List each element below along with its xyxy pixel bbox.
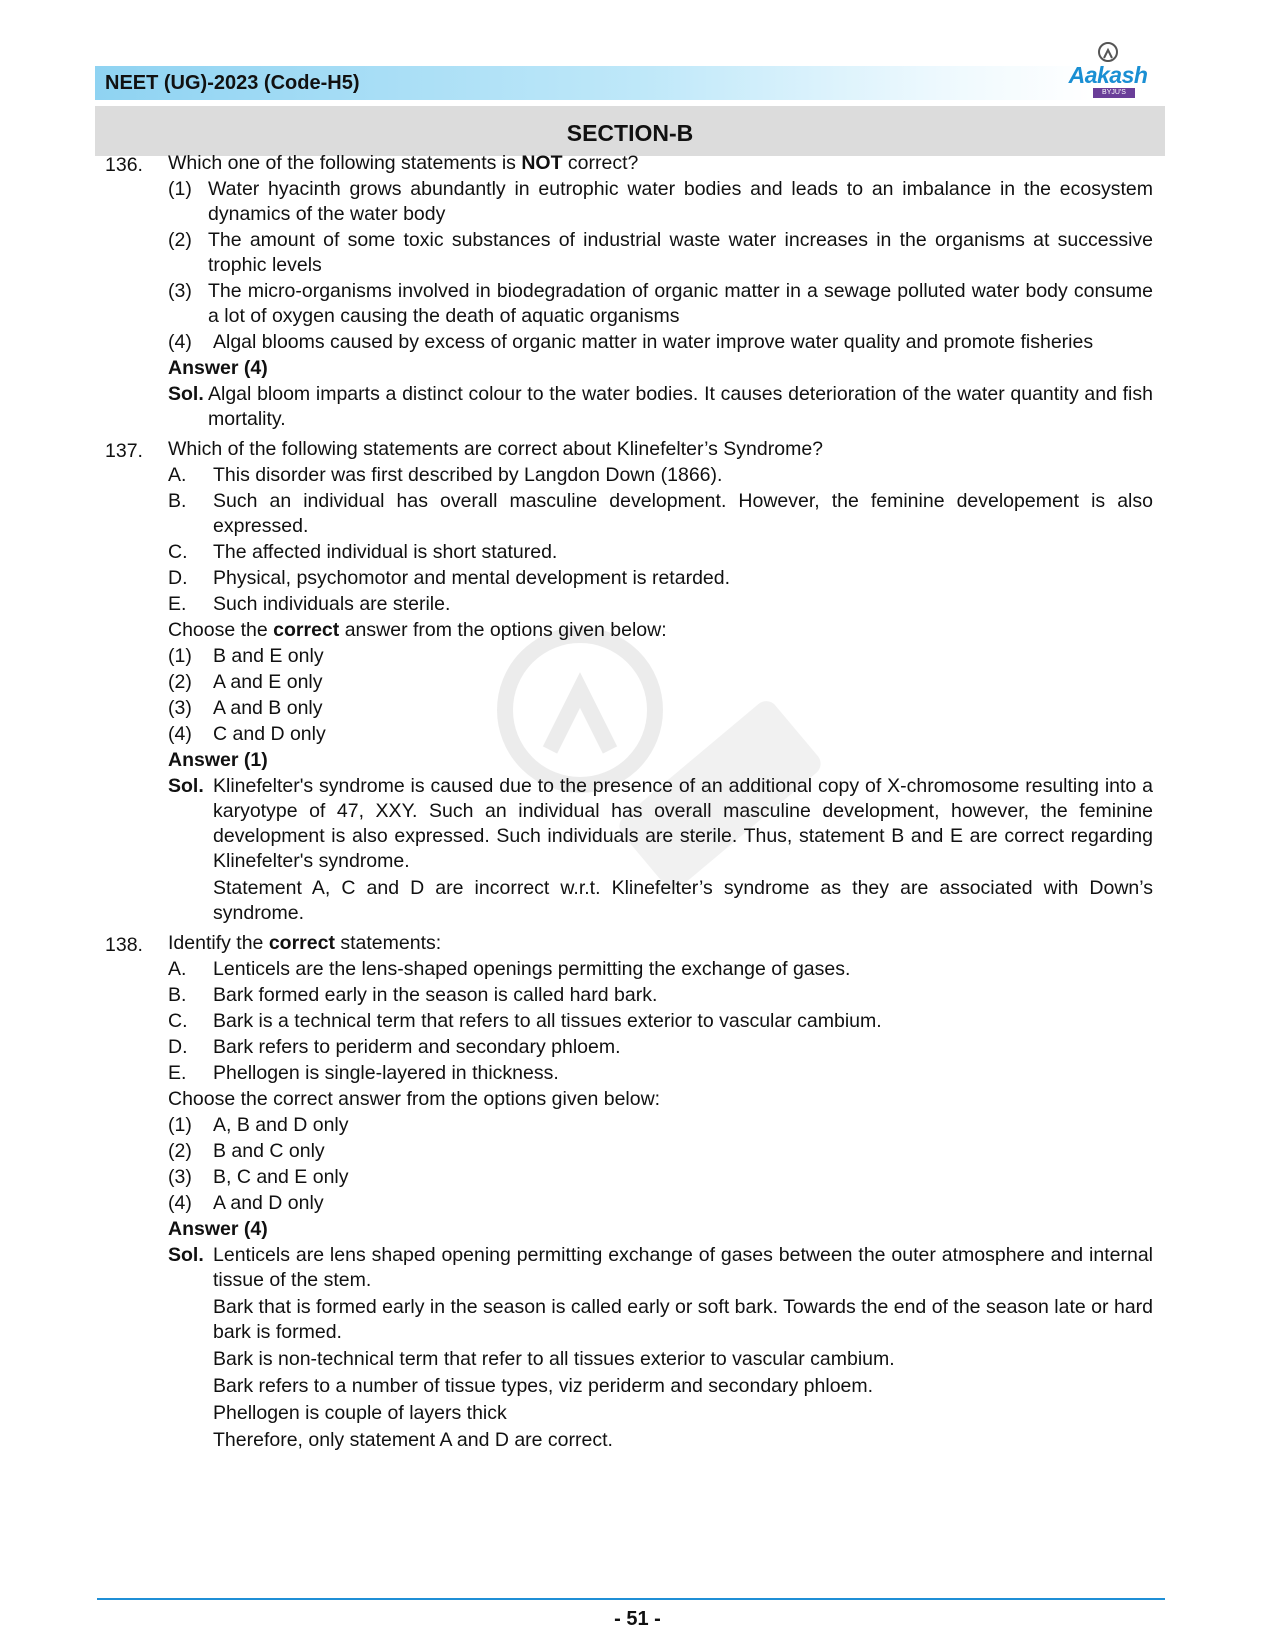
aakash-logo xyxy=(1063,40,1153,102)
option-3 xyxy=(168,695,1153,721)
option-label: (2) xyxy=(168,670,192,693)
question-number: 138. xyxy=(105,934,143,956)
stem-emphasis: NOT xyxy=(521,151,563,174)
solution-label: Sol. xyxy=(168,382,204,405)
option-text: The micro-organisms involved in biodegradation of organic matter in a sewage polluted water body consume a lot of oxygen causing the death of aquatic organisms xyxy=(208,279,1153,327)
option-2 xyxy=(168,1138,1153,1164)
option-label: (3) xyxy=(168,696,192,719)
statement-text: Bark is a technical term that refers to all tissues exterior to vascular cambium. xyxy=(213,1009,882,1032)
option-label: (1) xyxy=(168,1113,192,1136)
question-137 xyxy=(0,436,1153,928)
statement-d xyxy=(168,1034,1153,1060)
option-label: (4) xyxy=(168,722,192,745)
statement-c xyxy=(168,1008,1153,1034)
solution-text: Bark is non-technical term that refer to all tissues exterior to vascular cambium. xyxy=(213,1347,895,1370)
statement-label: B. xyxy=(168,983,187,1006)
option-label: (4) xyxy=(168,1191,192,1214)
statement-text: Phellogen is single-layered in thickness. xyxy=(213,1061,559,1084)
option-text: B, C and E only xyxy=(213,1165,349,1188)
solution-text: Statement A, C and D are incorrect w.r.t. Klinefelter’s syndrome as they are associated with Down’s syndrome. xyxy=(213,876,1153,924)
logo-emblem-icon xyxy=(1063,40,1153,64)
statement-text: Such individuals are sterile. xyxy=(213,592,451,615)
stem-text: statements: xyxy=(334,931,442,954)
instruction-text: Choose the xyxy=(168,618,274,641)
statement-text: This disorder was first described by Langdon Down (1866). xyxy=(213,463,723,486)
option-3 xyxy=(168,278,1153,329)
solution-text: Therefore, only statement A and D are correct. xyxy=(213,1428,613,1451)
page-number: - 51 - xyxy=(614,1608,661,1630)
option-text: A and D only xyxy=(213,1191,324,1214)
option-label: (2) xyxy=(168,1139,192,1162)
choose-instruction: Choose the correct answer from the options given below: xyxy=(168,1087,661,1110)
statement-label: B. xyxy=(168,489,187,512)
statement-e xyxy=(168,1060,1153,1086)
statement-b xyxy=(168,982,1153,1008)
option-label: (4) xyxy=(168,330,192,353)
statement-text: Such an individual has overall masculine development. However, the feminine developement is also expressed. xyxy=(213,489,1153,537)
question-number: 136. xyxy=(105,154,143,176)
answer-label: Answer (4) xyxy=(168,1217,268,1240)
statement-a xyxy=(168,956,1153,982)
option-2 xyxy=(168,227,1153,278)
option-text: Water hyacinth grows abundantly in eutrophic water bodies and leads to an imbalance in the ecosystem dynamics of the water body xyxy=(208,177,1153,225)
option-1 xyxy=(168,643,1153,669)
statement-label: D. xyxy=(168,566,188,589)
statement-e xyxy=(168,591,1153,617)
statement-label: E. xyxy=(168,592,187,615)
question-136 xyxy=(0,150,1153,434)
statement-b xyxy=(168,488,1153,539)
statement-label: C. xyxy=(168,540,188,563)
option-text: A, B and D only xyxy=(213,1113,349,1136)
choose-instruction xyxy=(168,617,1153,643)
document-content xyxy=(0,150,1275,1455)
statement-text: Bark refers to periderm and secondary phloem. xyxy=(213,1035,621,1058)
solution-text: Algal bloom imparts a distinct colour to the water bodies. It causes deterioration of the water quantity and fish mortality. xyxy=(208,382,1153,430)
option-4 xyxy=(168,1190,1153,1216)
option-4 xyxy=(168,329,1153,355)
question-stem xyxy=(168,930,1153,956)
option-text: A and B only xyxy=(213,696,323,719)
section-title: SECTION-B xyxy=(566,120,694,146)
option-4 xyxy=(168,721,1153,747)
instruction-emphasis: correct xyxy=(273,618,340,641)
option-label: (2) xyxy=(168,228,192,251)
answer-label: Answer (1) xyxy=(168,748,268,771)
solution xyxy=(168,1242,1153,1455)
statement-label: D. xyxy=(168,1035,188,1058)
option-label: (1) xyxy=(168,644,192,667)
solution-text: Klinefelter's syndrome is caused due to the presence of an additional copy of X-chromosome resulting into a karyotype of 47, XXY. Such an individual has overall masculine development, however, the feminine development is also expressed. Such individuals are sterile. Thus, statement B and E are correct regarding Klinefelter's syndrome. xyxy=(213,774,1153,872)
option-label: (3) xyxy=(168,1165,192,1188)
solution-text: Phellogen is couple of layers thick xyxy=(213,1401,507,1424)
option-1 xyxy=(168,1112,1153,1138)
statement-c xyxy=(168,539,1153,565)
option-3 xyxy=(168,1164,1153,1190)
stem-text: Which one of the following statements is xyxy=(168,151,522,174)
option-text: C and D only xyxy=(213,722,326,745)
option-label: (3) xyxy=(168,279,192,302)
option-text: B and C only xyxy=(213,1139,325,1162)
statement-label: A. xyxy=(168,463,187,486)
question-138 xyxy=(0,930,1153,1455)
option-text: The amount of some toxic substances of industrial waste water increases in the organisms at successive trophic levels xyxy=(208,228,1153,276)
statement-label: C. xyxy=(168,1009,188,1032)
option-2 xyxy=(168,669,1153,695)
stem-text: Identify the xyxy=(168,931,269,954)
statement-d xyxy=(168,565,1153,591)
question-stem: Which of the following statements are correct about Klinefelter’s Syndrome? xyxy=(168,437,824,460)
statement-label: E. xyxy=(168,1061,187,1084)
option-text: A and E only xyxy=(213,670,323,693)
option-label: (1) xyxy=(168,177,192,200)
answer-label: Answer (4) xyxy=(168,356,268,379)
solution-label: Sol. xyxy=(168,774,204,797)
option-text: Algal blooms caused by excess of organic matter in water improve water quality and promote fisheries xyxy=(213,330,1094,353)
solution-text: Lenticels are lens shaped opening permitting exchange of gases between the outer atmosphere and internal tissue of the stem. xyxy=(213,1243,1153,1291)
footer-rule xyxy=(97,1598,1165,1600)
solution-label: Sol. xyxy=(168,1243,204,1266)
header-title: NEET (UG)-2023 (Code-H5) xyxy=(105,72,360,94)
solution-text: Bark that is formed early in the season is called early or soft bark. Towards the end of the season late or hard bark is formed. xyxy=(213,1295,1153,1343)
solution xyxy=(168,773,1153,928)
stem-text: correct? xyxy=(562,151,639,174)
section-band xyxy=(95,106,1165,156)
statement-text: Bark formed early in the season is called hard bark. xyxy=(213,983,658,1006)
statement-text: The affected individual is short statured. xyxy=(213,540,558,563)
question-stem xyxy=(168,150,1153,176)
logo-subtext: BYJU'S xyxy=(1093,88,1135,98)
header-band xyxy=(95,66,1095,100)
option-text: B and E only xyxy=(213,644,324,667)
option-1 xyxy=(168,176,1153,227)
statement-text: Lenticels are the lens-shaped openings permitting the exchange of gases. xyxy=(213,957,851,980)
statement-text: Physical, psychomotor and mental development is retarded. xyxy=(213,566,731,589)
statement-label: A. xyxy=(168,957,187,980)
logo-text: Aakash xyxy=(1068,62,1148,88)
instruction-text: answer from the options given below: xyxy=(339,618,667,641)
question-number: 137. xyxy=(105,440,143,462)
solution-text: Bark refers to a number of tissue types, viz periderm and secondary phloem. xyxy=(213,1374,874,1397)
solution xyxy=(168,381,1153,434)
statement-a xyxy=(168,462,1153,488)
stem-emphasis: correct xyxy=(268,931,335,954)
